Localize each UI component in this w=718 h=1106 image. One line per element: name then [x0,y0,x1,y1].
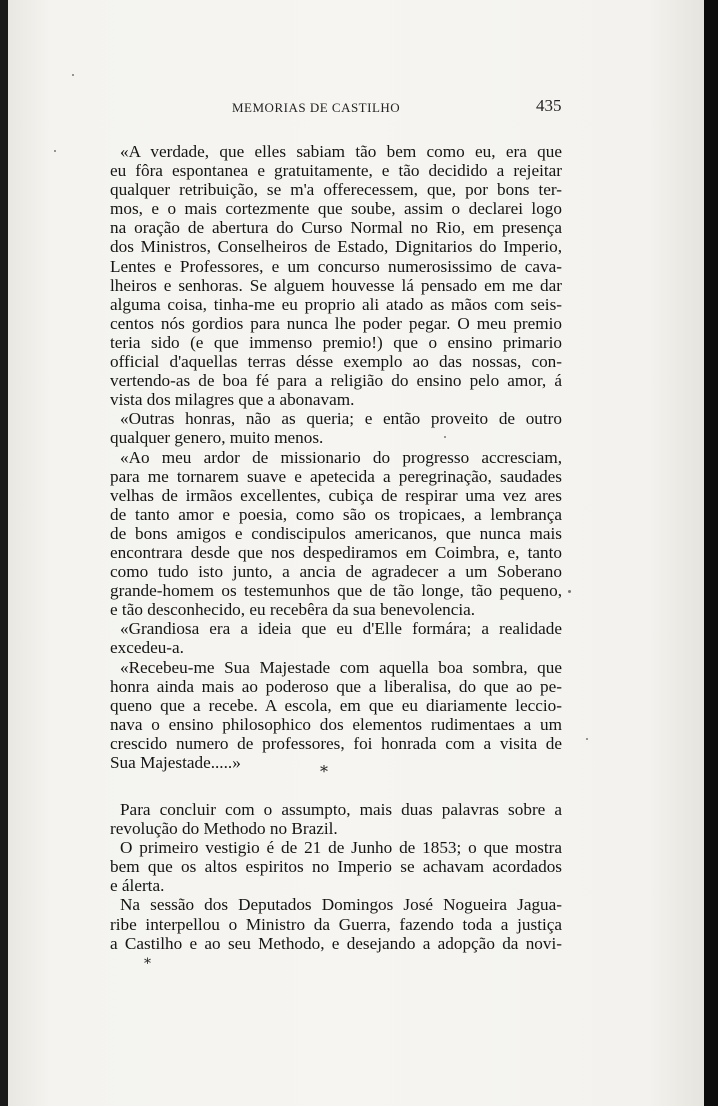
text-line: na oração de abertura do Curso Normal no Rio, em presença [110,218,562,238]
text-line: queno que a recebe. A escola, em que eu diariamente leccio- [110,695,562,715]
book-page [8,0,704,1106]
text-line: «Outras honras, não as queria; e então proveito de outro [120,409,562,429]
text-line: eu fôra espontanea e gratuitamente, e tão decidido a rejeitar [110,161,562,181]
paper-speck [54,150,56,152]
text-line: «Grandiosa era a ideia que eu d'Elle formára; a realidade [120,619,562,639]
page-number: 435 [536,96,562,115]
text-line: para me tornarem suave e apetecida a peregrinação, saudades [110,466,562,486]
text-line: O primeiro vestigio é de 21 de Junho de 1853; o que mostra [120,838,562,858]
text-line: Sua Majestade.....» [110,753,241,772]
text-line: official d'aquellas terras désse exemplo ao das nossas, con- [110,352,562,372]
paper-speck [568,590,571,593]
text-line: velhas de irmãos excellentes, cubiça de respirar uma vez ares [110,485,562,505]
paper-speck [586,738,588,740]
paper-speck [72,74,74,76]
text-line: a Castilho e ao seu Methodo, e desejando a adopção da novi- [110,933,562,953]
running-title: MEMORIAS DE CASTILHO [232,100,401,115]
text-line: Na sessão dos Deputados Domingos José Nogueira Jagua- [120,895,562,915]
text-line: Lentes e Professores, e um concurso numerosissimo de cava- [110,256,562,276]
page-header [8,96,704,122]
text-line: grande-homem os testemunhos que de tão longe, tão pequeno, [110,581,562,601]
text-line: e álerta. [110,876,165,896]
text-line: Para concluir com o assumpto, mais duas palavras sobre a [120,800,562,819]
scan-border [704,0,718,1106]
text-line: encontrara desde que nos despediramos em Coimbra, e, tanto [110,542,562,562]
text-line: alguma coisa, tinha-me eu proprio ali atado as mãos com seis- [110,294,562,314]
text-line: como tudo isto junto, a ancia de agradecer a um Soberano [110,562,562,582]
text-line: bem que os altos espiritos no Imperio se achavam acordados [110,857,562,877]
text-line: excedeu-a. [110,638,184,658]
text-line: «Ao meu ardor de missionario do progresso accresciam, [120,447,562,467]
text-line: de tanto amor e poesia, como são os tropicaes, a lembrança [110,504,562,524]
text-line: mos, e o mais cortezmente que soube, assim o declarei logo [110,199,562,219]
text-line: teria sido (e que immenso premio!) que o ensino primario [110,332,562,352]
text-line: e tão desconhecido, eu recebêra da sua benevolencia. [110,600,476,620]
text-line: lheiros e senhoras. Se alguem houvesse lá pensado em me dar [110,275,562,295]
text-line: vertendo-as de boa fé para a religião do ensino pelo amor, á [110,371,562,391]
text-line: honra ainda mais ao poderoso que a liberalisa, do que ao pe- [110,676,562,696]
text-line: centos nós gordios para nunca lhe poder pegar. O meu premio [110,313,562,333]
text-line: de bons amigos e condiscipulos americanos, que nunca mais [110,523,562,543]
text-line: dos Ministros, Conselheiros de Estado, Dignitarios do Imperio, [110,237,562,257]
text-line: crescido numero de professores, foi honrada com a visita de [110,733,562,753]
footnote-mark: * [144,956,151,972]
text-line: «A verdade, que elles sabiam tão bem como eu, era que [120,142,562,161]
text-line: «Recebeu-me Sua Majestade com aquella boa sombra, que [120,657,562,677]
text-line: revolução do Methodo no Brazil. [110,819,338,839]
text-line: qualquer retribuição, se m'a offerecessem, que, por bons ter- [110,180,562,200]
text-line: vista dos milagres que a abonavam. [110,390,355,410]
text-line: nava o ensino philosophico dos elementos rudimentaes a um [110,714,562,734]
quoted-letter [110,142,562,772]
text-line: qualquer genero, muito menos. [110,428,324,448]
section-separator: * [320,762,328,781]
text-line: ribe interpellou o Ministro da Guerra, fazendo toda a justiça [110,914,562,934]
body-text [110,800,562,953]
paper-speck [444,436,446,438]
